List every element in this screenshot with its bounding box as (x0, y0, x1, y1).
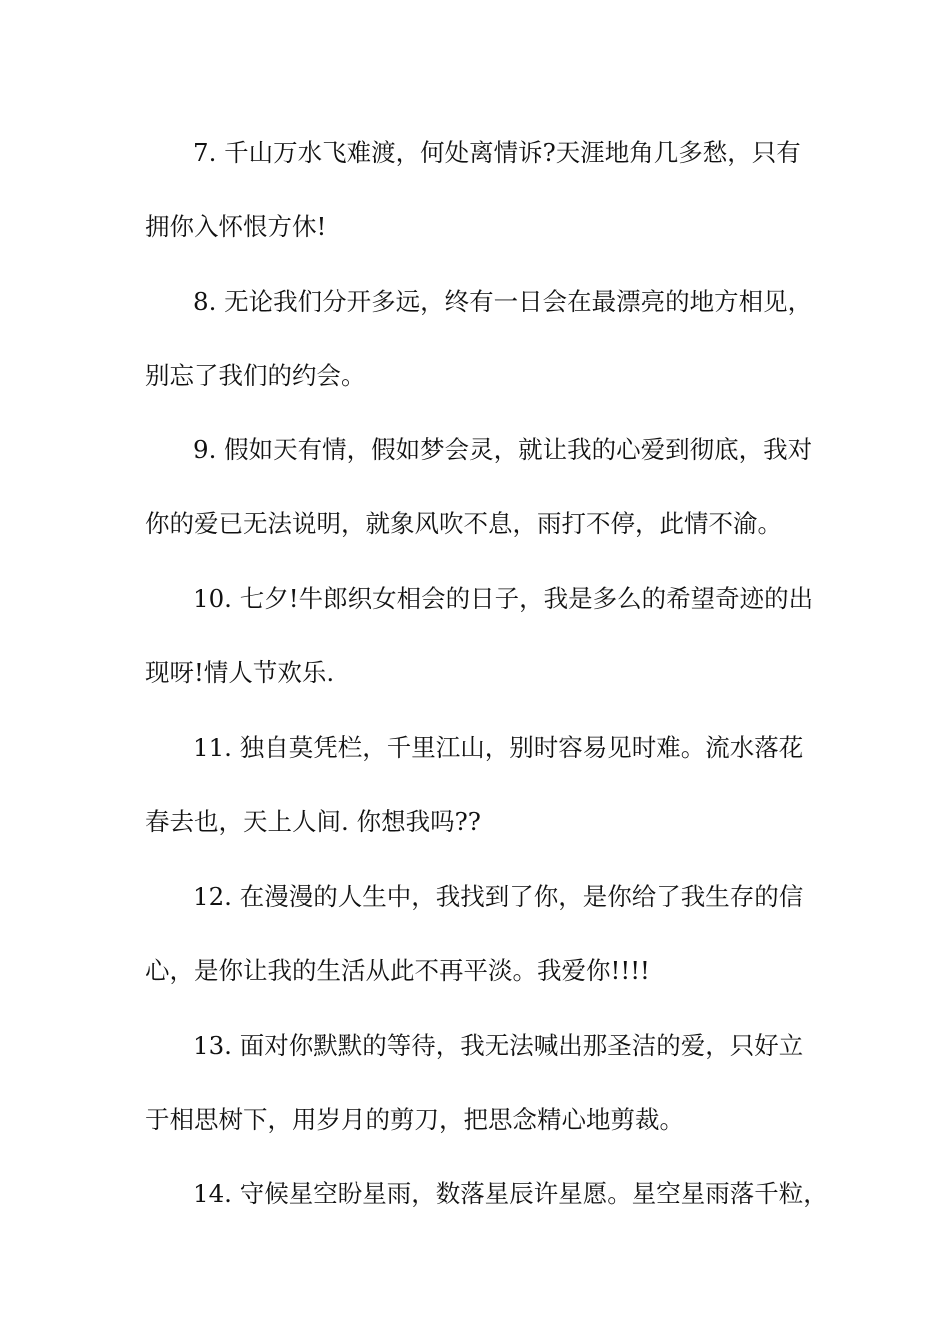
item-9-line-1: 9. 假如天有情，假如梦会灵，就让我的心爱到彻底，我对 (193, 435, 813, 464)
item-12-line-1: 12. 在漫漫的人生中，我找到了你，是你给了我生存的信 (193, 882, 804, 911)
item-11-line-1: 11. 独自莫凭栏，千里江山，别时容易见时难。流水落花 (193, 733, 804, 762)
item-12-line-2: 心，是你让我的生活从此不再平淡。我爱你!!!! (145, 956, 650, 985)
item-11-line-2: 春去也，天上人间. 你想我吗?? (145, 807, 481, 836)
item-8-line-1: 8. 无论我们分开多远，终有一日会在最漂亮的地方相见， (193, 287, 813, 316)
item-10-line-2: 现呀!情人节欢乐. (145, 658, 335, 687)
item-14-line-1: 14. 守候星空盼星雨，数落星辰许星愿。星空星雨落千粒， (193, 1179, 828, 1208)
item-10-line-1: 10. 七夕!牛郎织女相会的日子，我是多么的希望奇迹的出 (193, 584, 814, 613)
item-7-line-2: 拥你入怀恨方休! (145, 212, 327, 241)
item-8-line-2: 别忘了我们的约会。 (145, 361, 366, 390)
item-9-line-2: 你的爱已无法说明，就象风吹不息，雨打不停，此情不渝。 (145, 509, 782, 538)
item-13-line-2: 于相思树下，用岁月的剪刀，把思念精心地剪裁。 (145, 1105, 684, 1134)
item-13-line-1: 13. 面对你默默的等待，我无法喊出那圣洁的爱，只好立 (193, 1031, 804, 1060)
item-7-line-1: 7. 千山万水飞难渡，何处离情诉?天涯地角几多愁，只有 (193, 138, 801, 167)
